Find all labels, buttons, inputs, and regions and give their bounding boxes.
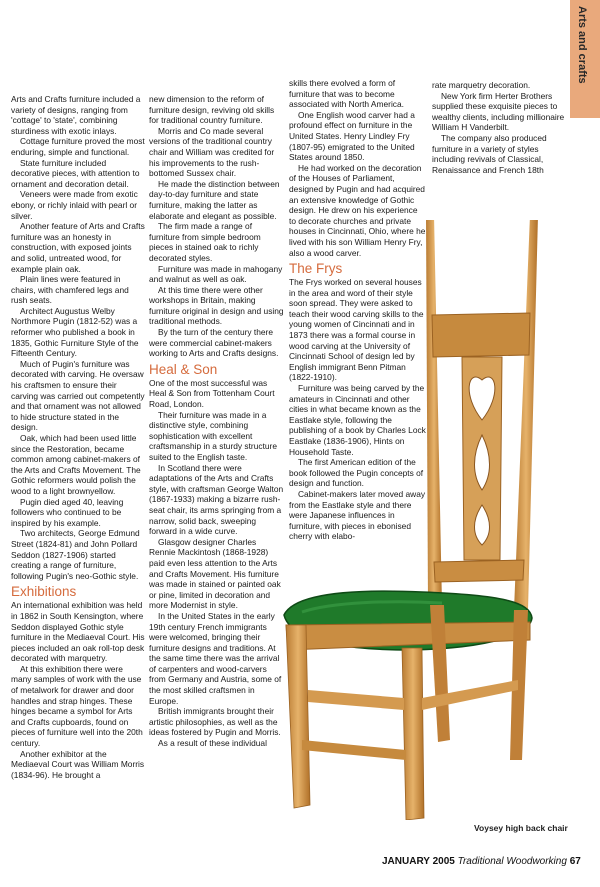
paragraph: Veneers were made from exotic ebony, or richly inlaid with pearl or silver. [11, 189, 138, 221]
section-heading-heal-and-son: Heal & Son [149, 361, 218, 377]
paragraph: Another feature of Arts and Crafts furniture was an honesty in construction, with exposed joints and solid, untreated wood, for example plain oak. [11, 221, 145, 274]
paragraph: Arts and Crafts furniture included a variety of designs, ranging from 'cottage' to 'state', combining sturdiness with exotic inlays. [11, 94, 141, 136]
paragraph: The Frys worked on several houses in the area and word of their style soon spread. They were asked to teach their wood carving skills to the young women of Cincinnati and in 1873 there was a formal course in wood carving at the University of Cincinnati School of design led by English immigrant Benn Pitman (1822-1910). [289, 277, 424, 383]
paragraph: Pugin died aged 40, leaving followers who continued to be inspired by his example. [11, 496, 124, 528]
paragraph: He made the distinction between day-to-day furniture and state furniture, making the latter as elaborate and elegant as possible. [149, 178, 280, 221]
paragraph: Two architects, George Edmund Street (1824-81) and John Pollard Seddon (1827-1906) started creating a range of furniture, following Pugin's neo-Gothic style. [11, 528, 140, 581]
column-2 [149, 94, 285, 749]
section-tab [570, 0, 600, 118]
paragraph: State furniture included decorative pieces, with attention to ornament and decoration detail. [11, 157, 140, 189]
paragraph: Furniture was being carved by the amateurs in Cincinnati and other cities in what became known as the Eastlake style, following the publishing of a book by Charles Lock Eastlake (1836-1906), Hints on Household Taste. [289, 383, 426, 457]
paragraph: new dimension to the reform of furniture design, reviving old skills for traditional country furniture. [149, 94, 275, 126]
paragraph: The firm made a range of furniture from simple bedroom pieces in stained oak to richly decorated styles. [149, 221, 261, 263]
paragraph: In the United States in the early 19th century French immigrants were welcomed, bringing their furniture designs and traditions. At the same time there was the arrival of carpenters and wood-carvers from Germany and Austria, some of the most skilled craftsmen in Europe. [149, 610, 282, 706]
photo-caption: Voysey high back chair [474, 823, 568, 833]
paragraph: He had worked on the decoration of the Houses of Parliament, designed by Pugin and had acquired an extensive knowledge of Gothic design. He drew on his experience to decorate churches and private houses in Cincinnati, Ohio, where he lived with his son William Henry Fry, also a wood carver. [289, 162, 426, 258]
paragraph: rate marquetry decoration. [432, 80, 531, 90]
paragraph: Another exhibitor at the Mediaeval Court was William Morris (1834-96). He brought a [11, 748, 145, 780]
rear-post-right [514, 220, 538, 610]
magazine-name: Traditional Woodworking [457, 856, 567, 867]
paragraph: At this exhibition there were many samples of work with the use of metalwork for drawer and door handles and strap hinges. These hinges became a symbol for Arts and Crafts cupboards, found on pieces of furniture well into the 20th century. [11, 663, 143, 749]
paragraph: Furniture was made in mahogany and walnut as well as oak. [149, 263, 283, 285]
paragraph: As a result of these individual [158, 738, 267, 749]
paragraph: At this time there were other workshops in Britain, making furniture original in design and using traditional methods. [149, 284, 284, 327]
paragraph: Their furniture was made in a distinctive style, combining sophistication with excellent craftsmanship in a sturdy structure suited to the English taste. [149, 409, 278, 462]
paragraph: The first American edition of the book followed the Pugin concepts of design and function. [289, 457, 424, 489]
paragraph: One English wood carver had a profound effect on furniture in the United States. Henry Lindley Fry (1807-95) emigrated to the United States around 1850. [289, 109, 415, 163]
issue-date: JANUARY 2005 [382, 856, 455, 867]
rear-post-left [426, 220, 442, 605]
column-4 [432, 80, 572, 175]
paragraph: Much of Pugin's furniture was decorated with carving. He oversaw his craftsmen to ensure their carving was carried out competently and that ornament was not allowed to hide structure stated in the design. [11, 358, 145, 433]
paragraph: In Scotland there were adaptations of the Arts and Crafts style, with craftsman George Walton (1867-1933) making a bizarre rush-seat chair, its arms springing from a narrow, solid back, sweeping forward in a wide curve. [149, 462, 284, 537]
section-heading-the-frys: The Frys [289, 261, 343, 277]
paragraph: Cabinet-makers later moved away from the Eastlake style and there were Japanese influences in furniture, with pieces in ebonised cherry with elabo- [289, 488, 426, 542]
section-heading-exhibitions: Exhibitions [11, 584, 77, 600]
paragraph: Glasgow designer Charles Rennie Mackintosh (1868-1928) paid even less attention to the Arts and Crafts Movement. His furniture was made in stained or painted oak or pine, limited in decoration and more Modernist in style. [149, 536, 281, 611]
paragraph: Cottage furniture proved the most enduring, simple and functional. [11, 136, 145, 157]
paragraph: By the turn of the century there were commercial cabinet-makers working to Arts and Crafts designs. [149, 327, 279, 359]
paragraph: skills there evolved a form of furniture that was to become associated with North America. [289, 78, 404, 110]
paragraph: Oak, which had been used little since the Restoration, became common among cabinet-makers of the Arts and Crafts Movement. The Gothic reformers would polish the wood to a light brownyellow. [11, 433, 141, 496]
paragraph: New York firm Herter Brothers supplied these exquisite pieces to wealthy clients, including millionaire William H Vanderbilt. [432, 90, 565, 133]
paragraph: An international exhibition was held in 1862 in South Kensington, where Seddon displayed Gothic style furniture in the Mediaeval Court. His pieces included an oak roll-top desk decorated with marquetry. [11, 600, 145, 664]
page-footer [382, 856, 581, 867]
paragraph: Morris and Co made several versions of the traditional country chair and William was credited for his improvements to the rush-bottomed Sussex chair. [149, 125, 275, 179]
paragraph: Architect Augustus Welby Northmore Pugin (1812-52) was a reformer who published a book in 1835, Gothic Furniture Style of the Fifteenth Century. [11, 305, 139, 359]
column-1 [11, 94, 145, 780]
paragraph: Plain lines were featured in chairs, with chamfered legs and rush seats. [11, 274, 129, 306]
paragraph: The company also produced furniture in a variety of styles including revivals of Classical, Renaissance and French 18th [432, 132, 547, 175]
paragraph: British immigrants brought their artistic philosophies, as well as the ideas fostered by Pugin and Morris. [149, 706, 281, 738]
section-tab-label: Arts and crafts [576, 6, 588, 84]
paragraph: One of the most successful was Heal & Son from Tottenham Court Road, London. [149, 377, 275, 410]
voysey-chair-photo [272, 220, 572, 820]
page-number: 67 [569, 856, 581, 867]
